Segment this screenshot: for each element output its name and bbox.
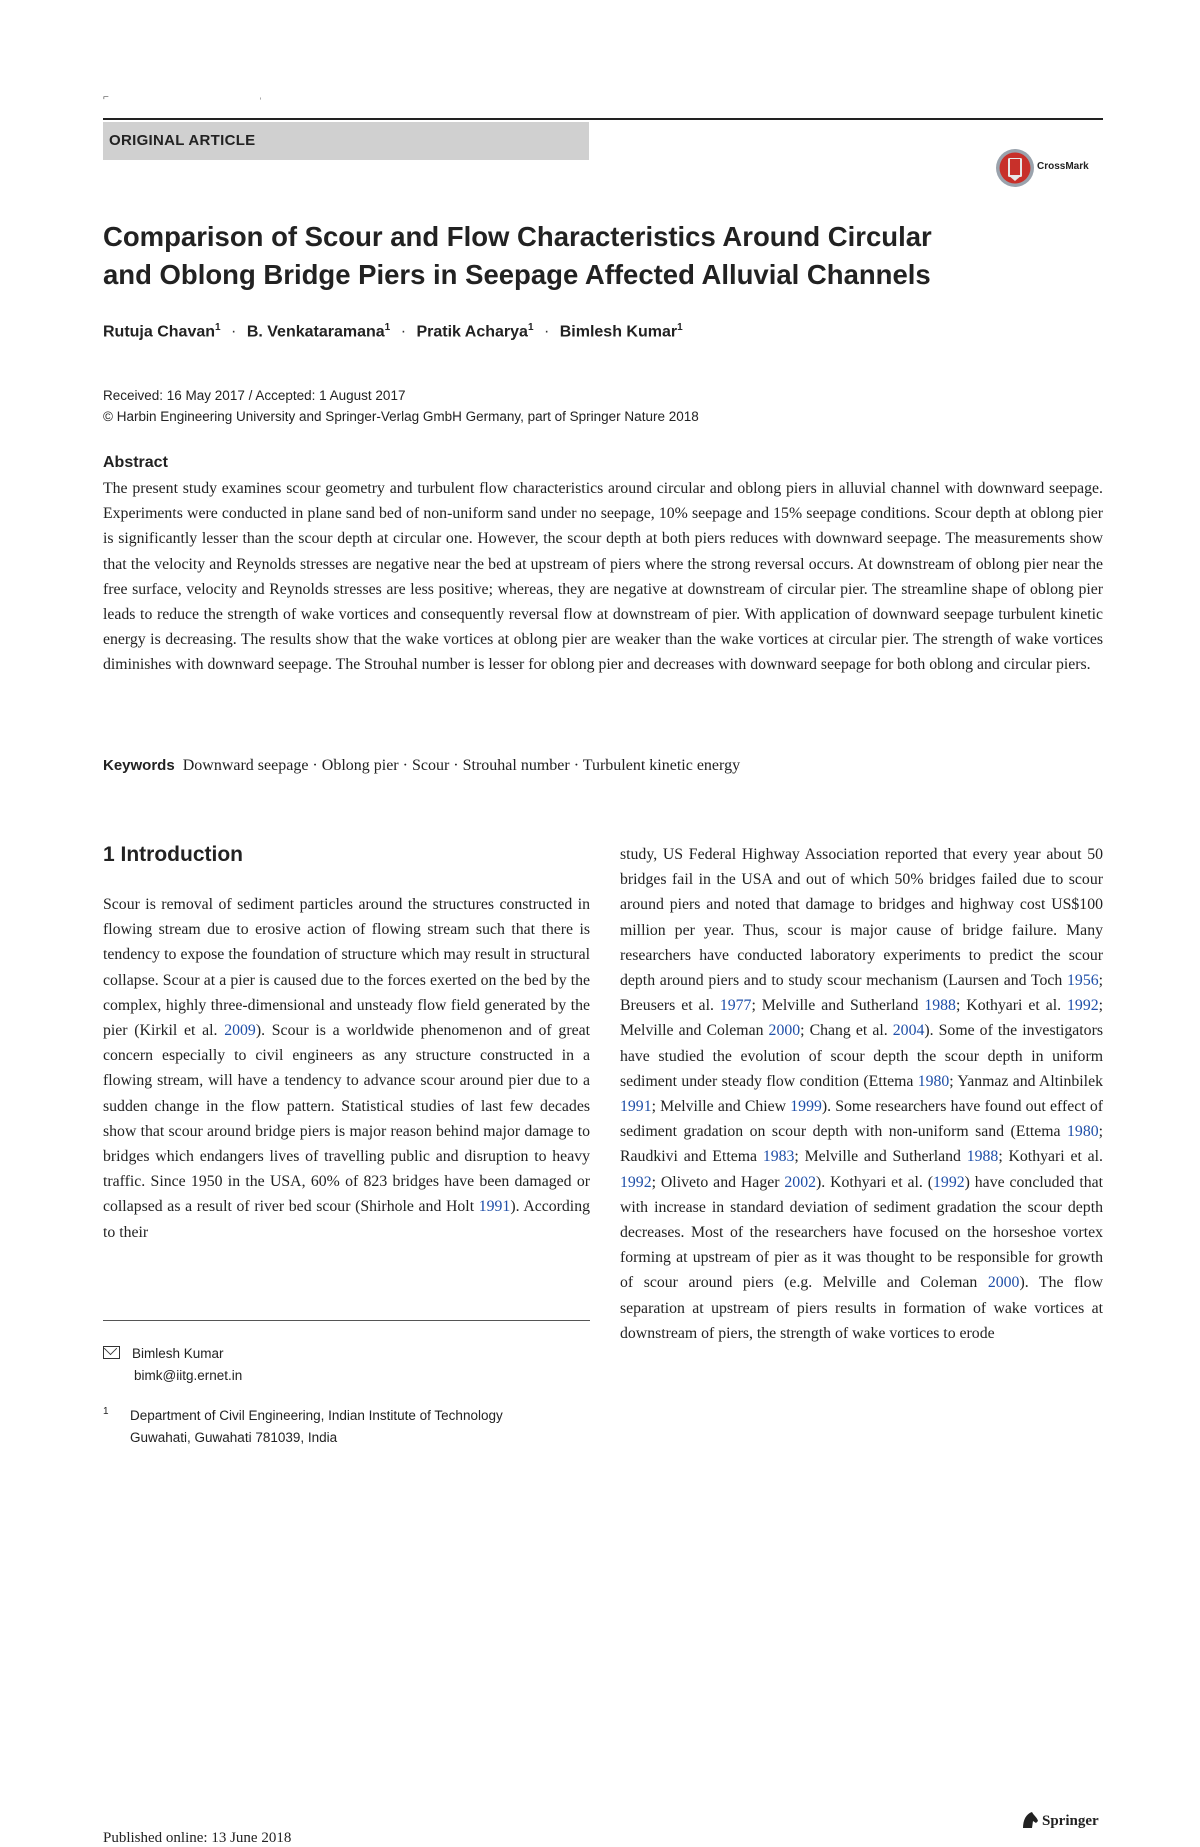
title-line-2: and Oblong Bridge Piers in Seepage Affected Alluvial Channels <box>103 259 931 290</box>
paper-title <box>103 218 1103 294</box>
author-name: B. Venkataramana <box>246 323 385 341</box>
author-affil-mark: 1 <box>215 322 221 333</box>
citation-link[interactable]: 1980 <box>1067 1123 1099 1141</box>
author-name: Bimlesh Kumar <box>559 323 678 341</box>
intro-left-column: Scour is removal of sediment particles around the structures constructed in flowing stream due to erosive action of flowing stream such that there is tendency to expose the foundation of structure which may result in structural collapse. Scour at a pier is caused due to the forces exerted on the bed by the complex, highly three-dimensional and unsteady flow field generated by the pier (Kirkil et al. 2009). Scour is a worldwide phenomenon and of great concern especially to civil engineers as any structure constructed in a flowing stream, will have a tendency to advance scour around pier due to a sudden change in the flow pattern. Statistical studies of last few decades show that scour around bridge piers is major reason behind major damage to bridges which endangers lives of travelling public and disruption to heavy traffic. Since 1950 in the USA, 60% of 823 bridges have been damaged or collapsed as a result of river bed scour (Shirhole and Holt 1991). According to their <box>103 896 590 1241</box>
envelope-icon <box>103 1346 120 1359</box>
citation-link[interactable]: 1956 <box>1067 972 1099 990</box>
citation-link[interactable]: 1983 <box>762 1148 795 1166</box>
citation-link[interactable]: 1992 <box>933 1173 965 1191</box>
article-type-banner: ORIGINAL ARTICLE <box>103 122 589 160</box>
author-affil-mark: 1 <box>384 322 391 333</box>
citation-link[interactable]: 1992 <box>620 1173 652 1191</box>
author-name: Pratik Acharya <box>416 323 528 341</box>
affiliation-line-1: Department of Civil Engineering, Indian Institute of Technology <box>130 1408 503 1423</box>
keywords-list: Downward seepage · Oblong pier · Scour · Strouhal number · Turbulent kinetic energy <box>182 757 741 774</box>
corresponding-author <box>103 1343 242 1387</box>
author-separator: · <box>400 323 407 341</box>
citation-link[interactable]: 1977 <box>719 997 752 1015</box>
author-list <box>103 322 1103 341</box>
author-separator: · <box>231 323 237 341</box>
citation-link[interactable]: 1980 <box>917 1072 950 1090</box>
publisher-name: Springer <box>1042 1813 1099 1829</box>
corresponding-author-name: Bimlesh Kumar <box>132 1346 224 1361</box>
author-name: Rutuja Chavan <box>103 323 216 341</box>
title-line-1: Comparison of Scour and Flow Characteristics Around Circular <box>103 221 932 252</box>
author-affil-mark: 1 <box>677 322 683 333</box>
citation-link[interactable]: 1991 <box>478 1198 511 1216</box>
author-affil-mark: 1 <box>527 322 534 333</box>
keywords <box>103 757 740 775</box>
crossmark-label: CrossMark <box>1037 161 1089 172</box>
published-online-date: Published online: 13 June 2018 <box>103 1830 292 1846</box>
article-dates <box>103 385 699 427</box>
header-rule <box>103 118 1103 120</box>
affiliation-line-2: Guwahati, Guwahati 781039, India <box>130 1430 338 1445</box>
corresponding-author-email[interactable]: bimk@iitg.ernet.in <box>134 1368 243 1383</box>
citation-link[interactable]: 1991 <box>620 1098 652 1116</box>
received-accepted-dates: Received: 16 May 2017 / Accepted: 1 August 2017 <box>103 388 406 403</box>
corner-mark: ⌐ ˒ <box>103 92 263 103</box>
affiliation-footnote <box>103 1405 603 1449</box>
keywords-heading: Keywords <box>103 757 175 774</box>
citation-link[interactable]: 2004 <box>892 1022 925 1040</box>
citation-link[interactable]: 2002 <box>784 1173 816 1191</box>
citation-link[interactable]: 1988 <box>924 997 956 1015</box>
section-heading: 1 Introduction <box>103 843 243 866</box>
copyright-line: © Harbin Engineering University and Springer-Verlag GmbH Germany, part of Springer Nature 2018 <box>103 409 699 424</box>
citation-link[interactable]: 1992 <box>1067 997 1099 1015</box>
springer-horse-icon <box>1020 1808 1110 1832</box>
affiliation-number: 1 <box>103 1406 109 1417</box>
citation-link[interactable]: 1988 <box>966 1148 999 1166</box>
crossmark-icon <box>995 148 1035 188</box>
citation-link[interactable]: 1999 <box>790 1098 822 1116</box>
citation-link[interactable]: 2000 <box>987 1274 1020 1292</box>
intro-right-column: study, US Federal Highway Association reported that every year about 50 bridges fail in the USA and out of which 50% bridges failed due to scour around piers and noted that damage to bridges and highway cost US$100 million per year. Thus, scour is major cause of bridge failure. Many researchers have conducted laboratory experiments to predict the scour depth around piers and to study scour mechanism (Laursen and Toch 1956; Breusers et al. 1977; Melville and Sutherland 1988; Kothyari et al. 1992; Melville and Coleman 2000; Chang et al. 2004). Some of the investigators have studied the evolution of scour depth the scour depth in uniform sediment under steady flow condition (Ettema 1980; Yanmaz and Altinbilek 1991; Melville and Chiew 1999). Some researchers have found out effect of sediment gradation on scour depth with non-uniform sand (Ettema 1980; Raudkivi and Ettema 1983; Melville and Sutherland 1988; Kothyari et al. 1992; Oliveto and Hager 2002). Kothyari et al. (1992) have concluded that with increase in standard deviation of sediment gradation the scour depth decreases. Most of the researchers have focused on the horseshoe vortex forming at upstream of pier as it was thought to be responsible for growth of scour around piers (e.g. Melville and Coleman 2000). The flow separation at upstream of piers results in formation of wake vortices at downstream of piers, the strength of wake vortices to erode <box>620 846 1104 1342</box>
citation-link[interactable]: 2000 <box>768 1022 801 1040</box>
springer-logo <box>1020 1808 1110 1832</box>
citation-link[interactable]: 2009 <box>224 1022 256 1040</box>
abstract-heading: Abstract <box>103 454 168 471</box>
footnote-rule <box>103 1320 590 1321</box>
author-separator: · <box>543 323 550 341</box>
crossmark-badge[interactable] <box>995 148 1125 188</box>
abstract-text: The present study examines scour geometry and turbulent flow characteristics around circular and oblong piers in alluvial channel with downward seepage. Experiments were conducted in plane sand bed of non-uniform sand under no seepage, 10% seepage and 15% seepage conditions. Scour depth at oblong pier is significantly lesser than the scour depth at circular one. However, the scour depth at both piers reduces with downward seepage. The measurements show that the velocity and Reynolds stresses are negative near the bed at upstream of piers where the strong reversal occurs. At downstream of oblong pier near the free surface, velocity and Reynolds stresses are less positive; whereas, they are negative at downstream of circular pier. The streamline shape of oblong pier leads to reduce the strength of wake vortices and consequently reversal flow at downstream of pier. With application of downward seepage turbulent kinetic energy is decreasing. The results show that the wake vortices at oblong pier are weaker than the wake vortices at circular pier. The strength of wake vortices diminishes with downward seepage. The Strouhal number is lesser for oblong pier and decreases with downward seepage for both oblong and circular piers. <box>103 480 1103 674</box>
